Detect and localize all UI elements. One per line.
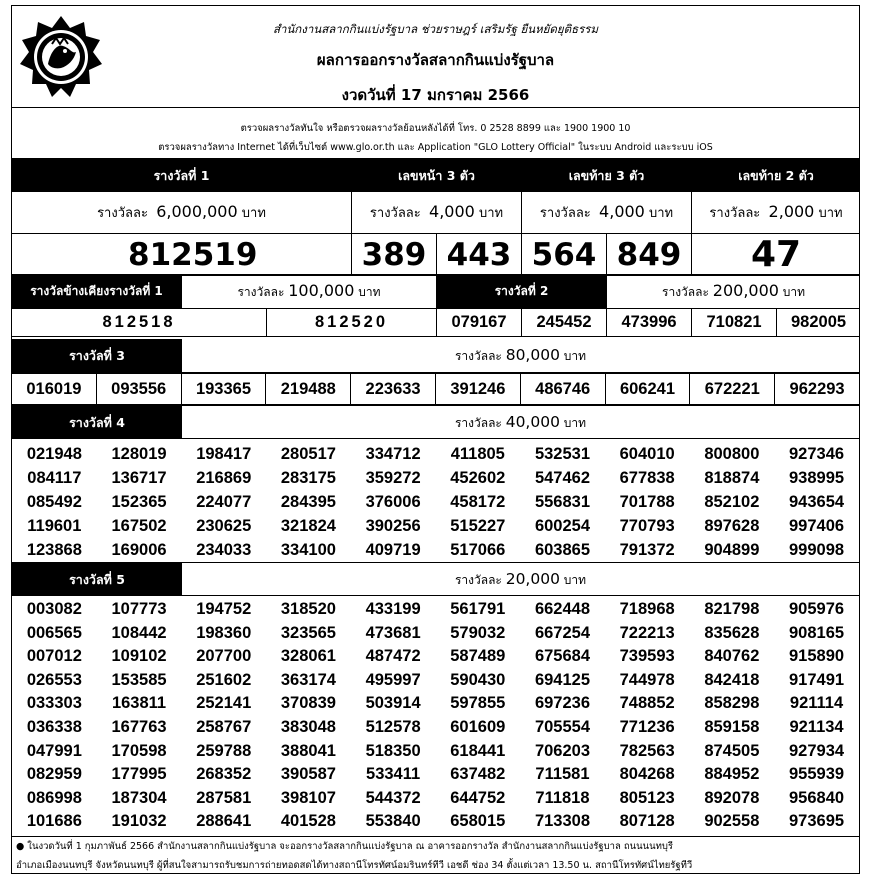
footer-note [12, 836, 859, 874]
front3-label: เลขหน้า 3 ตัว [352, 160, 522, 192]
fifth-number: 198360 [196, 623, 252, 642]
last3-number: 564 [522, 234, 607, 276]
fifth-number: 921134 [789, 717, 844, 736]
third-prize-number: 193365 [181, 374, 266, 405]
front3-amount: รางวัลละ 4,000 บาท [352, 192, 522, 234]
fifth-number: 177995 [111, 765, 167, 784]
fifth-number: 921114 [789, 694, 844, 713]
fifth-number: 587489 [450, 647, 506, 666]
fifth-number: 207700 [196, 647, 252, 666]
fifth-number: 288641 [196, 812, 252, 831]
fifth-number: 503914 [365, 694, 421, 713]
front3-number: 389 [352, 234, 437, 276]
fourth-number: 167502 [111, 517, 167, 535]
near-first-amount: รางวัลละ 100,000 บาท [182, 275, 437, 309]
fifth-number: 667254 [534, 623, 590, 642]
fifth-number: 705554 [534, 717, 590, 736]
fifth-number: 637482 [450, 765, 506, 784]
fifth-prize-bar [12, 562, 859, 596]
fifth-number: 590430 [450, 670, 506, 689]
fifth-number: 711581 [535, 765, 590, 784]
fifth-prize-amount: รางวัลละ 20,000 บาท [454, 570, 587, 588]
fourth-number: 321824 [280, 517, 336, 535]
fifth-number: 433199 [365, 600, 421, 618]
footer-line: ● ในงวดวันที่ 1 กุมภาพันธ์ 2566 สำนักงานสลากกินแบ่งรัฐบาล จะออกรางวัลสลากกินแบ่งรัฐบาล ณ อาคารออกรางวัล สำนักงานสลากกินแบ่งรัฐบาล ถนนนนทบุรี [16, 841, 673, 852]
third-prize-number: 016019 [12, 374, 97, 405]
fifth-number: 287581 [196, 788, 252, 807]
fourth-number: 604010 [619, 445, 675, 463]
fourth-number: 999098 [789, 541, 845, 559]
fourth-number: 943654 [789, 493, 845, 511]
fourth-number: 791372 [619, 541, 675, 559]
fourth-number: 517066 [450, 541, 506, 559]
number-row [12, 538, 859, 562]
fifth-number: 544372 [365, 788, 421, 807]
fifth-number: 328061 [280, 647, 336, 666]
second-prize-number: 079167 [437, 309, 522, 337]
fifth-number: 744978 [619, 670, 675, 689]
fifth-number: 644752 [450, 788, 506, 807]
third-prize-number: 093556 [96, 374, 181, 405]
fourth-number: 409719 [365, 541, 421, 559]
third-prize-table [11, 373, 860, 405]
check-phone-line: ตรวจผลรางวัลทันใจ หรือตรวจผลรางวัลย้อนหลังได้ที่ โทร. 0 2528 8899 และ 1900 1900 10 [240, 123, 631, 134]
fourth-number: 128019 [111, 445, 167, 463]
fourth-number: 701788 [619, 493, 675, 511]
first-prize-amount: รางวัลละ 6,000,000 บาท [12, 192, 352, 234]
fifth-number: 036338 [26, 717, 82, 736]
fifth-number: 268352 [196, 765, 252, 784]
fifth-number: 047991 [26, 741, 82, 760]
fifth-number: 033303 [26, 694, 82, 713]
fifth-number: 840762 [704, 647, 760, 666]
fifth-number: 026553 [26, 670, 82, 689]
footer-line: อำเภอเมืองนนทบุรี จังหวัดนนทบุรี ผู้ที่สนใจสามารถรับชมการถ่ายทอดสดได้ทางสถานีโทรทัศน์อมรินทร์ทีวี เอชดี ช่อง 34 ตั้งแต่เวลา 13.50 น. สถานีโทรทัศน์ไทยรัฐทีวี [16, 860, 693, 871]
number-row [12, 645, 859, 669]
near-second-table [11, 274, 860, 337]
fifth-number: 259788 [196, 741, 252, 760]
last3-number: 849 [607, 234, 692, 276]
fourth-number: 284395 [280, 493, 336, 511]
fifth-number: 495997 [365, 670, 421, 689]
fifth-number: 697236 [534, 694, 590, 713]
last3-label: เลขท้าย 3 ตัว [522, 160, 692, 192]
fourth-number: 198417 [196, 445, 252, 463]
fifth-number: 153585 [111, 670, 167, 689]
fifth-number: 390587 [280, 765, 336, 784]
last2-amount: รางวัลละ 2,000 บาท [692, 192, 860, 234]
fifth-number: 807128 [619, 812, 675, 831]
second-prize-number: 473996 [607, 309, 692, 337]
fifth-number: 258767 [196, 717, 252, 736]
fifth-number: 533411 [366, 765, 421, 784]
fourth-number: 411805 [450, 445, 505, 463]
fifth-prize-label: รางวัลที่ 5 [12, 563, 182, 596]
front3-number: 443 [437, 234, 522, 276]
fifth-number: 771236 [619, 717, 675, 736]
header [12, 6, 859, 108]
fifth-number: 706203 [534, 741, 590, 760]
fifth-number: 858298 [704, 694, 760, 713]
fifth-number: 601609 [450, 717, 506, 736]
second-prize-number: 245452 [522, 309, 607, 337]
fifth-number: 487472 [365, 647, 421, 666]
fifth-number: 006565 [26, 623, 82, 642]
number-row [12, 466, 859, 490]
fourth-number: 997406 [789, 517, 845, 535]
fourth-number: 152365 [111, 493, 167, 511]
fifth-number: 086998 [26, 788, 82, 807]
fifth-number: 108442 [111, 623, 167, 642]
fifth-number: 473681 [365, 623, 421, 642]
fifth-prize-numbers [12, 598, 859, 834]
fifth-number: 003082 [26, 600, 82, 618]
fourth-number: 556831 [534, 493, 590, 511]
third-prize-amount: รางวัลละ 80,000 บาท [454, 346, 587, 364]
fifth-number: 713308 [534, 812, 590, 831]
number-row [12, 622, 859, 646]
fifth-number: 512578 [365, 717, 421, 736]
fourth-number: 897628 [704, 517, 760, 535]
fifth-number: 973695 [789, 812, 845, 831]
fourth-prize-label: รางวัลที่ 4 [12, 406, 182, 439]
fifth-number: 748852 [619, 694, 675, 713]
fifth-number: 107773 [111, 600, 167, 618]
fourth-number: 677838 [619, 469, 675, 487]
fifth-number: 956840 [789, 788, 845, 807]
fifth-number: 902558 [704, 812, 760, 831]
fifth-number: 874505 [704, 741, 760, 760]
draw-date: งวดวันที่ 17 มกราคม 2566 [341, 86, 530, 104]
page-title: ผลการออกรางวัลสลากกินแบ่งรัฐบาล [316, 51, 555, 69]
fourth-number: 359272 [365, 469, 421, 487]
third-prize-number: 223633 [351, 374, 436, 405]
check-web-line: ตรวจผลรางวัลทาง Internet ได้ที่เว็บไซต์ www.glo.or.th และ Application "GLO Lottery Official" ในระบบ Android และระบบ iOS [158, 142, 713, 153]
fifth-number: 884952 [704, 765, 760, 784]
fifth-number: 821798 [704, 600, 760, 618]
fourth-number: 390256 [365, 517, 421, 535]
fourth-number: 376006 [365, 493, 421, 511]
fifth-number: 191032 [111, 812, 167, 831]
fifth-number: 388041 [280, 741, 336, 760]
check-info [12, 109, 859, 159]
fourth-number: 216869 [196, 469, 252, 487]
third-prize-number: 672221 [690, 374, 775, 405]
fifth-number: 905976 [789, 600, 845, 618]
third-prize-label: รางวัลที่ 3 [12, 339, 182, 372]
fifth-number: 167763 [111, 717, 167, 736]
last2-label: เลขท้าย 2 ตัว [692, 160, 860, 192]
first-prize-number: 812519 [12, 234, 352, 276]
fourth-number: 603865 [534, 541, 590, 559]
fifth-number: 618441 [450, 741, 506, 760]
fifth-number: 955939 [789, 765, 845, 784]
fifth-number: 805123 [619, 788, 675, 807]
second-prize-number: 710821 [692, 309, 777, 337]
third-prize-bar [12, 339, 859, 373]
fifth-number: 401528 [280, 812, 336, 831]
fourth-prize-bar [12, 405, 859, 439]
fourth-number: 334100 [280, 541, 336, 559]
fifth-number: 553840 [365, 812, 421, 831]
number-row [12, 692, 859, 716]
top-prizes-table [11, 159, 860, 276]
fourth-number: 547462 [534, 469, 590, 487]
fourth-number: 169006 [111, 541, 167, 559]
fifth-number: 662448 [534, 600, 590, 618]
fifth-number: 109102 [111, 647, 167, 666]
fifth-number: 323565 [280, 623, 336, 642]
second-prize-number: 982005 [777, 309, 860, 337]
fifth-number: 251602 [196, 670, 252, 689]
fifth-number: 383048 [280, 717, 336, 736]
fifth-number: 842418 [704, 670, 760, 689]
fourth-number: 224077 [196, 493, 252, 511]
fourth-number: 515227 [450, 517, 506, 535]
fifth-number: 101686 [26, 812, 82, 831]
fifth-number: 915890 [789, 647, 845, 666]
number-row [12, 716, 859, 740]
fourth-number: 904899 [704, 541, 760, 559]
number-row [12, 442, 859, 466]
fifth-number: 711818 [535, 788, 590, 807]
fifth-number: 007012 [26, 647, 82, 666]
number-row [12, 669, 859, 693]
fifth-number: 859158 [704, 717, 760, 736]
fourth-number: 334712 [365, 445, 421, 463]
number-row [12, 740, 859, 764]
fifth-number: 782563 [619, 741, 675, 760]
fifth-number: 170598 [111, 741, 167, 760]
fifth-number: 927934 [789, 741, 845, 760]
fourth-number: 938995 [789, 469, 845, 487]
fourth-number: 280517 [280, 445, 336, 463]
org-motto: สำนักงานสลากกินแบ่งรัฐบาล ช่วยราษฎร์ เสริมรัฐ ยืนหยัดยุติธรรม [272, 22, 599, 36]
fourth-number: 283175 [280, 469, 336, 487]
fifth-number: 579032 [450, 623, 506, 642]
third-prize-number: 486746 [520, 374, 605, 405]
near-first-number: 812518 [12, 309, 267, 337]
fifth-number: 398107 [280, 788, 336, 807]
fifth-number: 675684 [534, 647, 590, 666]
fourth-number: 770793 [619, 517, 675, 535]
fifth-number: 892078 [704, 788, 760, 807]
fifth-number: 518350 [365, 741, 421, 760]
fourth-number: 452602 [450, 469, 506, 487]
fifth-number: 561791 [450, 600, 506, 618]
fourth-number: 600254 [534, 517, 590, 535]
fourth-number: 123868 [26, 541, 82, 559]
fourth-number: 927346 [789, 445, 845, 463]
fifth-number: 739593 [619, 647, 675, 666]
first-prize-label: รางวัลที่ 1 [12, 160, 352, 192]
fourth-number: 136717 [111, 469, 167, 487]
fourth-number: 818874 [704, 469, 760, 487]
near-first-label: รางวัลข้างเคียงรางวัลที่ 1 [12, 275, 182, 309]
fourth-number: 234033 [196, 541, 252, 559]
fifth-number: 187304 [111, 788, 167, 807]
fourth-number: 021948 [26, 445, 82, 463]
last3-amount: รางวัลละ 4,000 บาท [522, 192, 692, 234]
second-prize-amount: รางวัลละ 200,000 บาท [607, 275, 860, 309]
last2-number: 47 [692, 234, 860, 276]
fifth-number: 718968 [619, 600, 675, 618]
fifth-number: 318520 [280, 600, 336, 618]
fifth-number: 804268 [619, 765, 675, 784]
third-prize-number: 391246 [435, 374, 520, 405]
fourth-number: 532531 [534, 445, 590, 463]
fourth-number: 852102 [704, 493, 760, 511]
fifth-number: 370839 [280, 694, 336, 713]
number-row [12, 514, 859, 538]
number-row [12, 490, 859, 514]
number-row [12, 598, 859, 622]
fifth-number: 194752 [196, 600, 252, 618]
fifth-number: 363174 [280, 670, 336, 689]
fifth-number: 082959 [26, 765, 82, 784]
fourth-number: 230625 [196, 517, 252, 535]
fifth-number: 658015 [450, 812, 506, 831]
fifth-number: 835628 [704, 623, 760, 642]
fourth-prize-numbers [12, 442, 859, 562]
number-row [12, 763, 859, 787]
fourth-number: 800800 [704, 445, 760, 463]
third-prize-number: 962293 [775, 374, 860, 405]
fifth-number: 917491 [789, 670, 845, 689]
fourth-number: 458172 [450, 493, 506, 511]
third-prize-number: 219488 [266, 374, 351, 405]
fourth-number: 119601 [27, 517, 82, 535]
fifth-number: 597855 [450, 694, 506, 713]
lottery-result-sheet [11, 5, 860, 874]
fifth-number: 252141 [196, 694, 252, 713]
fifth-number: 722213 [619, 623, 675, 642]
fifth-number: 908165 [789, 623, 845, 642]
number-row [12, 810, 859, 834]
fifth-number: 694125 [534, 670, 590, 689]
fourth-number: 084117 [27, 469, 82, 487]
third-prize-number: 606241 [605, 374, 690, 405]
fifth-number: 163811 [111, 694, 167, 713]
second-prize-label: รางวัลที่ 2 [437, 275, 607, 309]
fourth-number: 085492 [26, 493, 82, 511]
fourth-prize-amount: รางวัลละ 40,000 บาท [454, 413, 587, 431]
number-row [12, 787, 859, 811]
near-first-number: 812520 [267, 309, 437, 337]
